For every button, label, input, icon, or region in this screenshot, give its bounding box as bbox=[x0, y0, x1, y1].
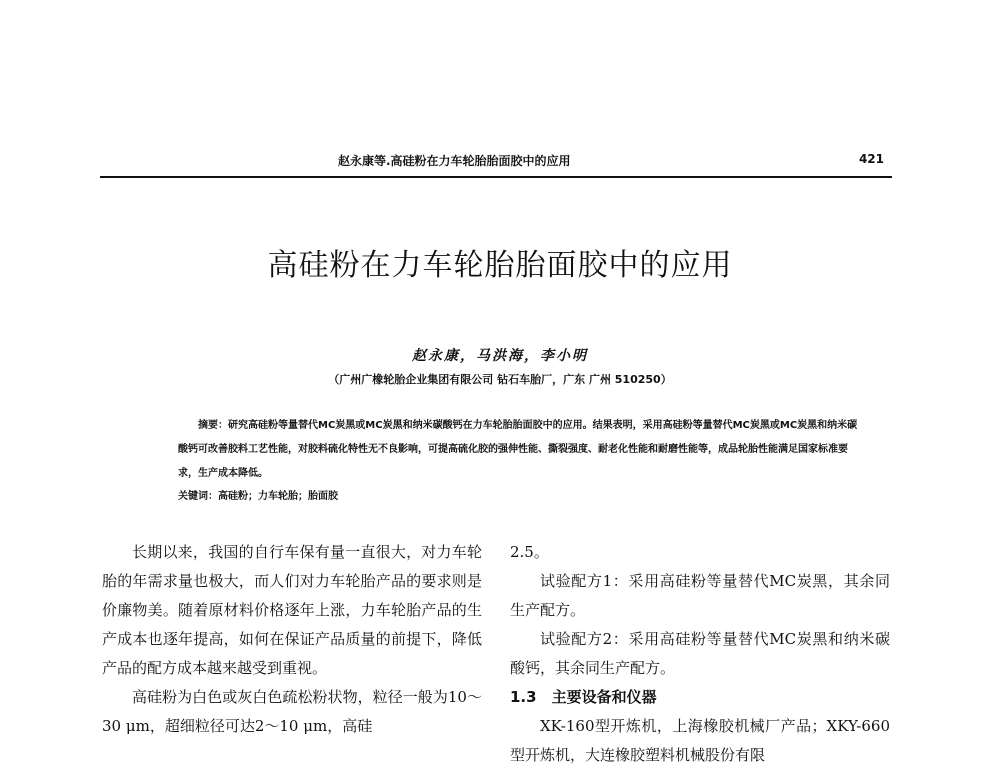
test-formula-2: 试验配方2：采用高硅粉等量替代MC炭黑和纳米碳酸钙，其余同生产配方。 bbox=[510, 630, 890, 677]
paragraph: 长期以来，我国的自行车保有量一直很大，对力车轮胎的年需求量也极大，而人们对力车轮胎产品的要求则是价廉物美。随着原材料价格逐年上涨，力车轮胎产品的生产成本也逐年提高，如何在保证产品质量的前提下，降低产品的配方成本越来越受到重视。 bbox=[102, 543, 482, 677]
keywords: 关键词：高硅粉；力车轮胎；胎面胶 bbox=[178, 491, 338, 502]
abstract-text: 摘要：研究高硅粉等量替代MC炭黑或MC炭黑和纳米碳酸钙在力车轮胎胎面胶中的应用。结果表明，采用高硅粉等量替代MC炭黑或MC炭黑和纳米碳酸钙可改善胶料工艺性能，对胶料硫化特性无不良影响，可提高硫化胶的强伸性能、撕裂强度、耐老化性能和耐磨性能等，成品轮胎性能满足国家标准要求，生产成本降低。 bbox=[178, 420, 858, 479]
paper-title: 高硅粉在力车轮胎胎面胶中的应用 bbox=[267, 248, 733, 283]
paragraph: 高硅粉为白色或灰白色疏松粉状物，粒径一般为10～30 μm，超细粒径可达2～10 μm，高硅 bbox=[102, 688, 482, 735]
running-title: 赵永康等.高硅粉在力车轮胎胎面胶中的应用 bbox=[338, 154, 571, 168]
section-heading: 1.3 主要设备和仪器 bbox=[510, 688, 657, 706]
running-header bbox=[100, 152, 892, 178]
paragraph-continuation: 2.5。 bbox=[510, 543, 549, 561]
page-number: 421 bbox=[858, 152, 884, 166]
paper-authors: 赵永康，马洪海，李小明 bbox=[412, 348, 588, 364]
abstract bbox=[178, 414, 858, 486]
body-left-column bbox=[102, 538, 482, 741]
author-affiliation: （广州广橡轮胎企业集团有限公司 钻石车胎厂，广东 广州 510250） bbox=[328, 373, 672, 386]
equipment-paragraph: XK-160型开炼机，上海橡胶机械厂产品；XKY-660型开炼机，大连橡胶塑料机械股份有限 bbox=[510, 717, 890, 764]
body-right-column bbox=[510, 538, 890, 770]
test-formula-1: 试验配方1：采用高硅粉等量替代MC炭黑，其余同生产配方。 bbox=[510, 572, 890, 619]
